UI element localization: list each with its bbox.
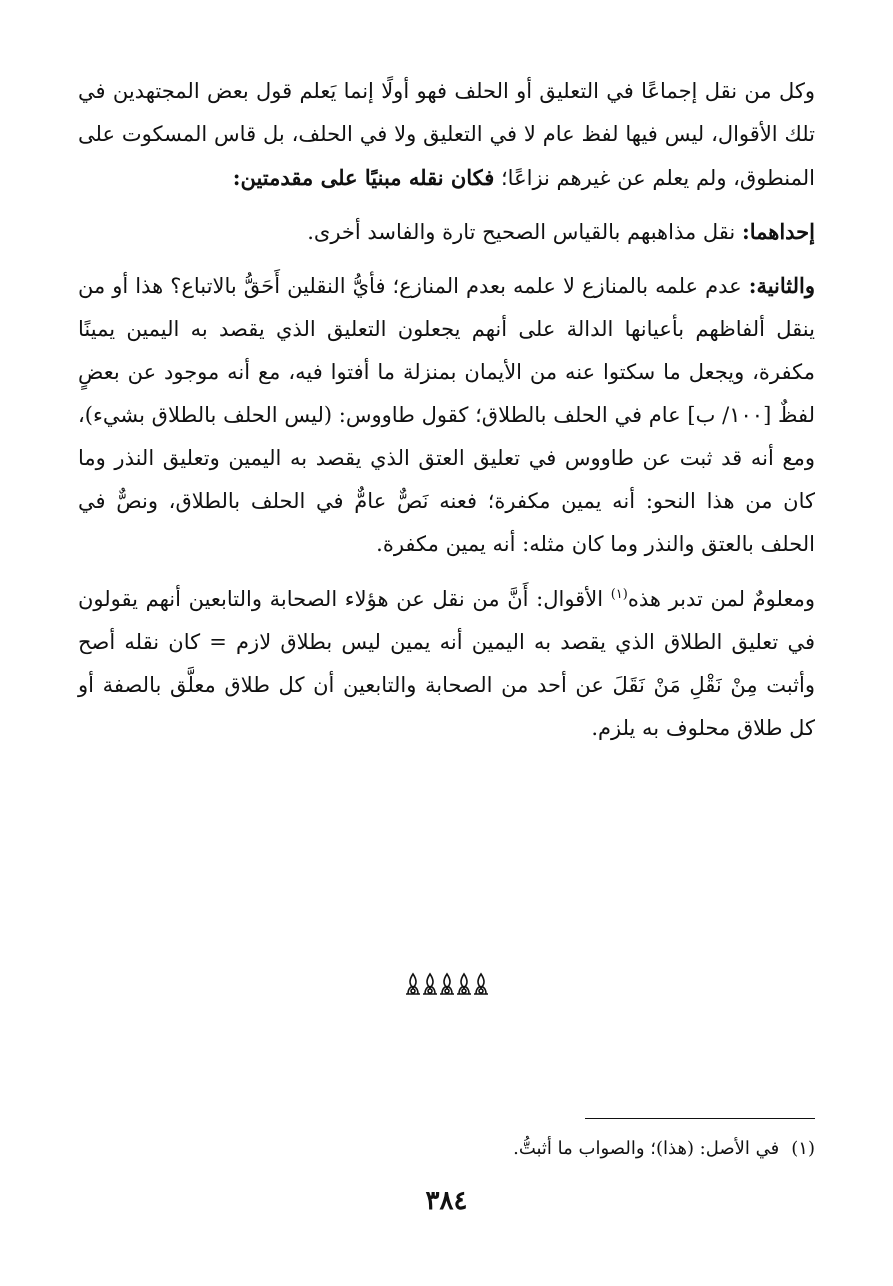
paragraph-gap bbox=[78, 200, 815, 210]
paragraph-4-text-b: الأقوال: أَنَّ من نقل عن هؤلاء الصحابة والتابعين أنهم يقولون في تعليق الطلاق الذي يقصد به اليمين أنه يمين ليس بطلاق لازم = كان نقله أصح وأثبت مِنْ نَقْلِ مَنْ نَقَلَ عن أحد من الصحابة والتابعين أن كل طلاق معلَّق بالصفة أو كل طلاق محلوف به يلزم. bbox=[78, 587, 815, 740]
paragraph-1 bbox=[78, 70, 815, 200]
footnote bbox=[78, 1132, 815, 1166]
paragraph-gap bbox=[78, 254, 815, 264]
paragraph-gap bbox=[78, 566, 815, 578]
paragraph-2-text: نقل مذاهبهم بالقياس الصحيح تارة والفاسد أخرى. bbox=[307, 220, 736, 244]
section-ornament bbox=[0, 970, 893, 1004]
manuscript-folio-ref: [١٠٠/ ب] bbox=[687, 403, 772, 427]
paragraph-3-text-b: عام في الحلف بالطلاق؛ كقول طاووس: (ليس الحلف بالطلاق بشيء)، ومع أنه قد ثبت عن طاووس في تعليق العتق الذي يقصد به اليمين وتعليق النذر وما كان من هذا النحو: أنه يمين مكفرة؛ فعنه نَصٌّ عامٌّ في الحلف بالطلاق، ونصٌّ في الحلف بالعتق والنذر وما كان مثله: أنه يمين مكفرة. bbox=[78, 403, 815, 556]
paragraph-2-lead: إحداهما: bbox=[741, 219, 815, 244]
paragraph-4 bbox=[78, 578, 815, 750]
footnote-marker: (١) bbox=[610, 587, 628, 602]
paragraph-3-text-a: عدم علمه بالمنازع لا علمه بعدم المنازع؛ فأيُّ النقلين أَحَقُّ بالاتباع؟ هذا أو من ينقل ألفاظهم بأعيانها الدالة على أنهم يجعلون التعليق الذي يقصد به اليمين يمينًا مكفرة، ويجعل ما سكتوا عنه من الأيمان بمنزلة ما أفتوا فيه، مع أنه موجود عن بعضٍ لفظٌ bbox=[78, 274, 815, 427]
footnote-text: في الأصل: (هذا)؛ والصواب ما أثبتُّ. bbox=[513, 1138, 780, 1159]
floral-ornament-icon bbox=[404, 970, 490, 998]
page-number: ٣٨٤ bbox=[425, 1186, 468, 1216]
paragraph-3 bbox=[78, 264, 815, 566]
paragraph-3-lead: والثانية: bbox=[748, 273, 815, 298]
footnote-number: (١) bbox=[791, 1138, 815, 1159]
paragraph-1-text: وكل من نقل إجماعًا في التعليق أو الحلف فهو أولًا إنما يَعلم قول بعض المجتهدين في تلك الأقوال، ليس فيها لفظ عام لا في التعليق ولا في الحلف، بل قاس المسكوت على المنطوق، ولم يعلم عن غيرهم نزاعًا؛ bbox=[78, 79, 815, 190]
paragraph-2 bbox=[78, 210, 815, 254]
footnote-separator bbox=[585, 1118, 815, 1119]
main-text bbox=[78, 70, 815, 750]
paragraph-4-text-a: ومعلومٌ لمن تدبر هذه bbox=[627, 587, 816, 611]
paragraph-1-bold: فكان نقله مبنيًا على مقدمتين: bbox=[232, 165, 495, 190]
